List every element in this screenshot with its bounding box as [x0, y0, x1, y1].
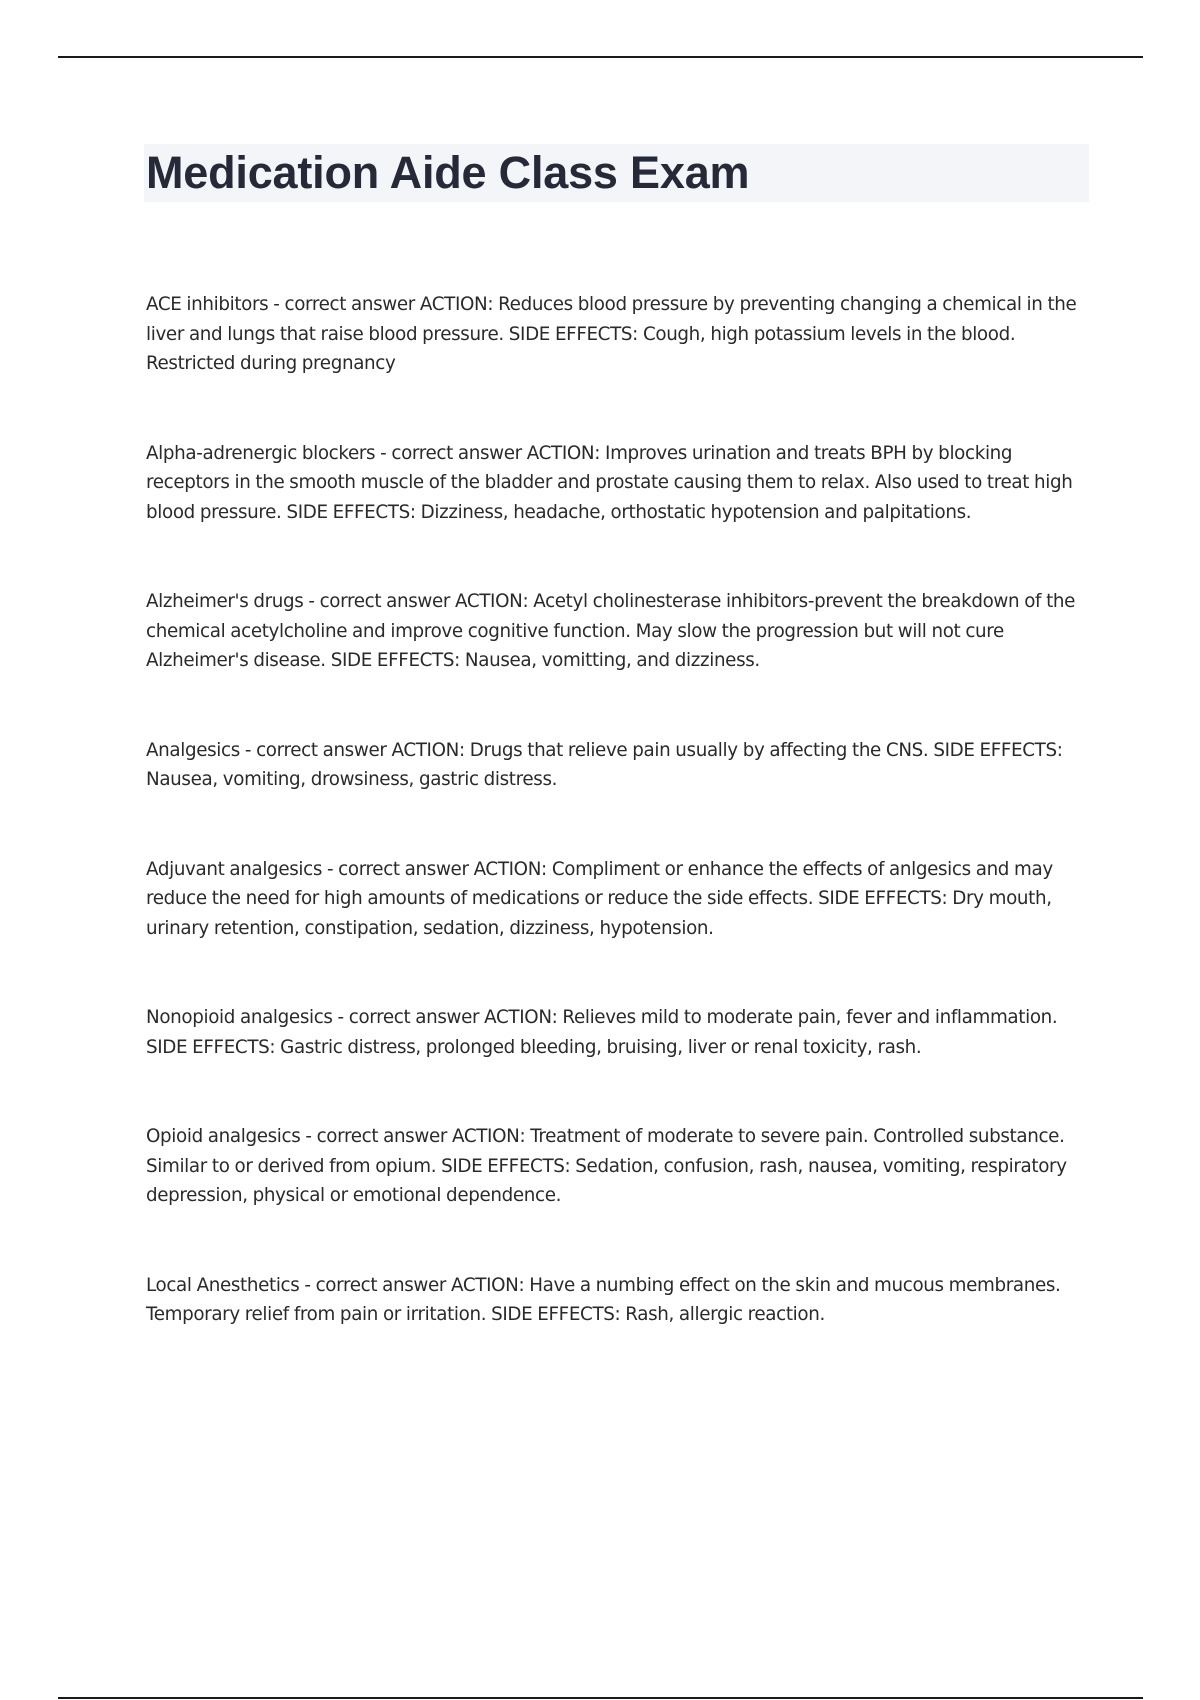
top-divider — [58, 56, 1143, 58]
entry-nonopioid-analgesics: Nonopioid analgesics - correct answer ACTION: Relieves mild to moderate pain, fever and inflammation. SIDE EFFECTS: Gastric distress, prolonged bleeding, bruising, liver or renal toxicity, rash. — [146, 1007, 1058, 1058]
entry-local-anesthetics: Local Anesthetics - correct answer ACTION: Have a numbing effect on the skin and mucous membranes. Temporary relief from pain or irritation. SIDE EFFECTS: Rash, allergic reaction. — [146, 1274, 1061, 1325]
entry-list — [146, 290, 1091, 1390]
entry-alpha-adrenergic-blockers: Alpha-adrenergic blockers - correct answer ACTION: Improves urination and treats BPH by blocking receptors in the smooth muscle of the bladder and prostate causing them to relax. Also used to treat high blood pressure. SIDE EFFECTS: Dizziness, headache, orthostatic hypotension and palpitations. — [146, 442, 1073, 523]
entry-analgesics: Analgesics - correct answer ACTION: Drugs that relieve pain usually by affecting the CNS. SIDE EFFECTS: Nausea, vomiting, drowsiness, gastric distress. — [146, 739, 1063, 790]
entry-ace-inhibitors: ACE inhibitors - correct answer ACTION: Reduces blood pressure by preventing changing a chemical in the liver and lungs that raise blood pressure. SIDE EFFECTS: Cough, high potassium levels in the blood. Restricted during pregnancy — [146, 294, 1077, 374]
entry-alzheimers-drugs: Alzheimer's drugs - correct answer ACTION: Acetyl cholinesterase inhibitors-prevent the breakdown of the chemical acetylcholine and improve cognitive function. May slow the progression but will not cure Alzheimer's disease. SIDE EFFECTS: Nausea, vomitting, and dizziness. — [146, 591, 1076, 671]
entry-adjuvant-analgesics: Adjuvant analgesics - correct answer ACTION: Compliment or enhance the effects of anlgesics and may reduce the need for high amounts of medications or reduce the side effects. SIDE EFFECTS: Dry mouth, urinary retention, constipation, sedation, dizziness, hypotension. — [146, 858, 1053, 939]
bottom-divider — [58, 1697, 1143, 1699]
entry-opioid-analgesics: Opioid analgesics - correct answer ACTION: Treatment of moderate to severe pain. Controlled substance. Similar to or derived from opium. SIDE EFFECTS: Sedation, confusion, rash, nausea, vomiting, respiratory depression, physical or emotional dependence. — [146, 1126, 1067, 1206]
document-title: Medication Aide Class Exam — [146, 147, 750, 198]
